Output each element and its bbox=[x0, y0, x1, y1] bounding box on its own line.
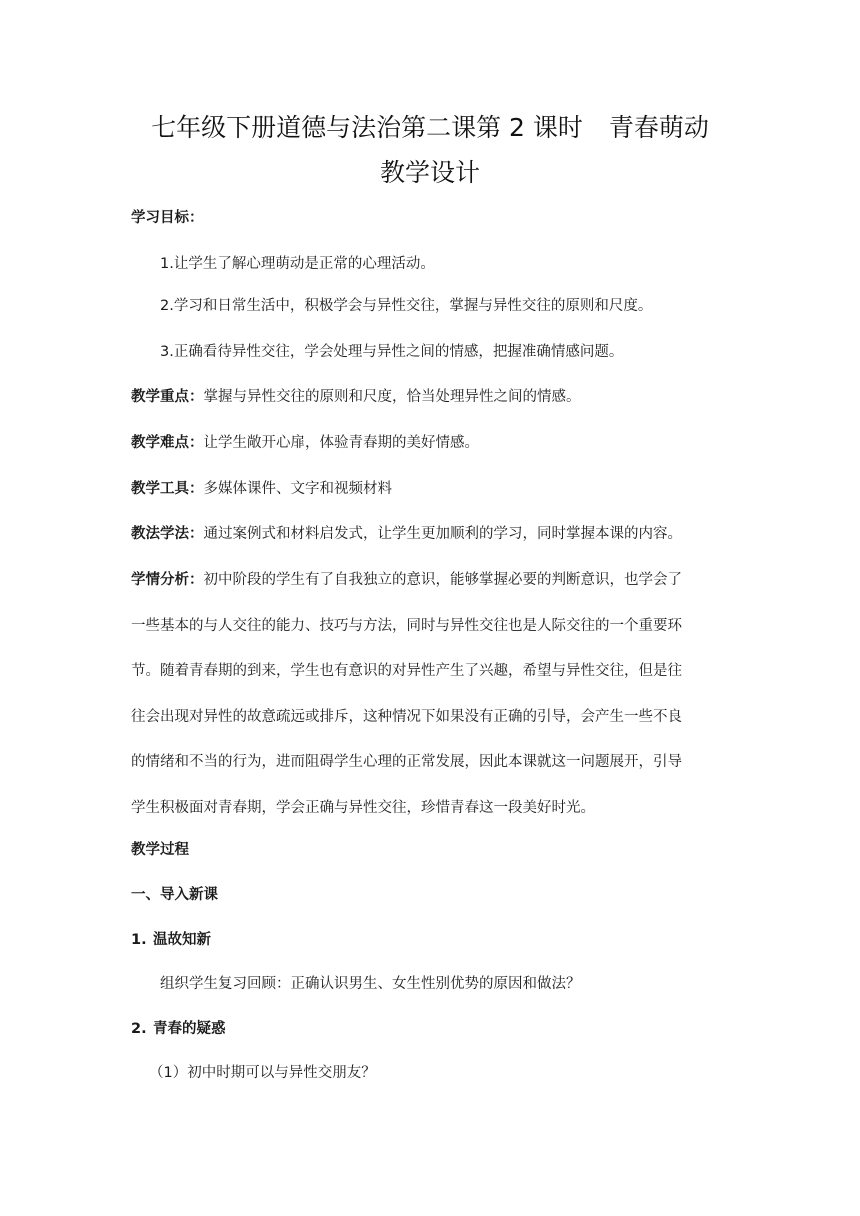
analysis-label: 学情分析： bbox=[131, 572, 204, 588]
difficulty-label: 教学难点： bbox=[131, 435, 204, 451]
subsection-1-heading bbox=[131, 930, 211, 950]
analysis-text-1: 初中阶段的学生有了自我独立的意识，能够掌握必要的判断意识，也学会了 bbox=[203, 572, 682, 588]
section-1-heading: 一、导入新课 bbox=[131, 887, 218, 903]
methods-text: 通过案例式和材料启发式，让学生更加顺利的学习，同时掌握本课的内容。 bbox=[203, 526, 682, 542]
subsection-1-text: 组织学生复习回顾：正确认识男生、女生性别优势的原因和做法？ bbox=[160, 976, 581, 992]
subsection-2-title: 青春的疑惑 bbox=[153, 1021, 226, 1037]
subsection-2-number: 2. bbox=[131, 1021, 147, 1037]
key-points-label: 教学重点： bbox=[131, 389, 204, 405]
objective-item-2: 2.学习和日常生活中，积极学会与异性交往，掌握与异性交往的原则和尺度。 bbox=[160, 298, 653, 314]
analysis-line-2: 一些基本的与人交往的能力、技巧与方法，同时与异性交往也是人际交往的一个重要环 bbox=[131, 618, 682, 634]
subsection-2-item-1: （1）初中时期可以与异性交朋友？ bbox=[149, 1065, 376, 1081]
methods-label: 教法学法： bbox=[131, 526, 204, 542]
analysis-line-4: 往会出现对异性的故意疏远或排斥，这种情况下如果没有正确的引导，会产生一些不良 bbox=[131, 709, 682, 725]
title-part-course: 七年级下册道德与法治第二课第 2 课时 bbox=[151, 113, 583, 142]
analysis-line-1 bbox=[131, 570, 731, 590]
difficulty-row bbox=[131, 433, 479, 453]
analysis-line-5: 的情绪和不当的行为，进而阻碍学生心理的正常发展，因此本课就这一问题展开，引导 bbox=[131, 754, 682, 770]
analysis-line-6: 学生积极面对青春期，学会正确与异性交往，珍惜青春这一段美好时光。 bbox=[131, 800, 595, 816]
methods-row bbox=[131, 524, 682, 544]
process-heading: 教学过程 bbox=[131, 842, 189, 858]
key-points-row bbox=[131, 387, 581, 407]
document-title-line-1 bbox=[0, 112, 860, 144]
key-points-text: 掌握与异性交往的原则和尺度，恰当处理异性之间的情感。 bbox=[203, 389, 581, 405]
objective-item-3: 3.正确看待异性交往，学会处理与异性之间的情感，把握准确情感问题。 bbox=[160, 344, 624, 360]
tools-label: 教学工具： bbox=[131, 481, 204, 497]
objectives-heading: 学习目标： bbox=[131, 210, 204, 226]
objective-item-1: 1.让学生了解心理萌动是正常的心理活动。 bbox=[160, 256, 435, 272]
document-title-line-2: 教学设计 bbox=[379, 158, 480, 187]
subsection-2-heading bbox=[131, 1019, 226, 1039]
title-part-topic: 青春萌动 bbox=[608, 113, 709, 142]
tools-row bbox=[131, 479, 392, 499]
tools-text: 多媒体课件、文字和视频材料 bbox=[203, 481, 392, 497]
subsection-1-number: 1. bbox=[131, 932, 147, 948]
analysis-line-3: 节。随着青春期的到来，学生也有意识的对异性产生了兴趣，希望与异性交往，但是往 bbox=[131, 663, 682, 679]
subsection-1-title: 温故知新 bbox=[153, 932, 211, 948]
difficulty-text: 让学生敞开心扉，体验青春期的美好情感。 bbox=[203, 435, 479, 451]
